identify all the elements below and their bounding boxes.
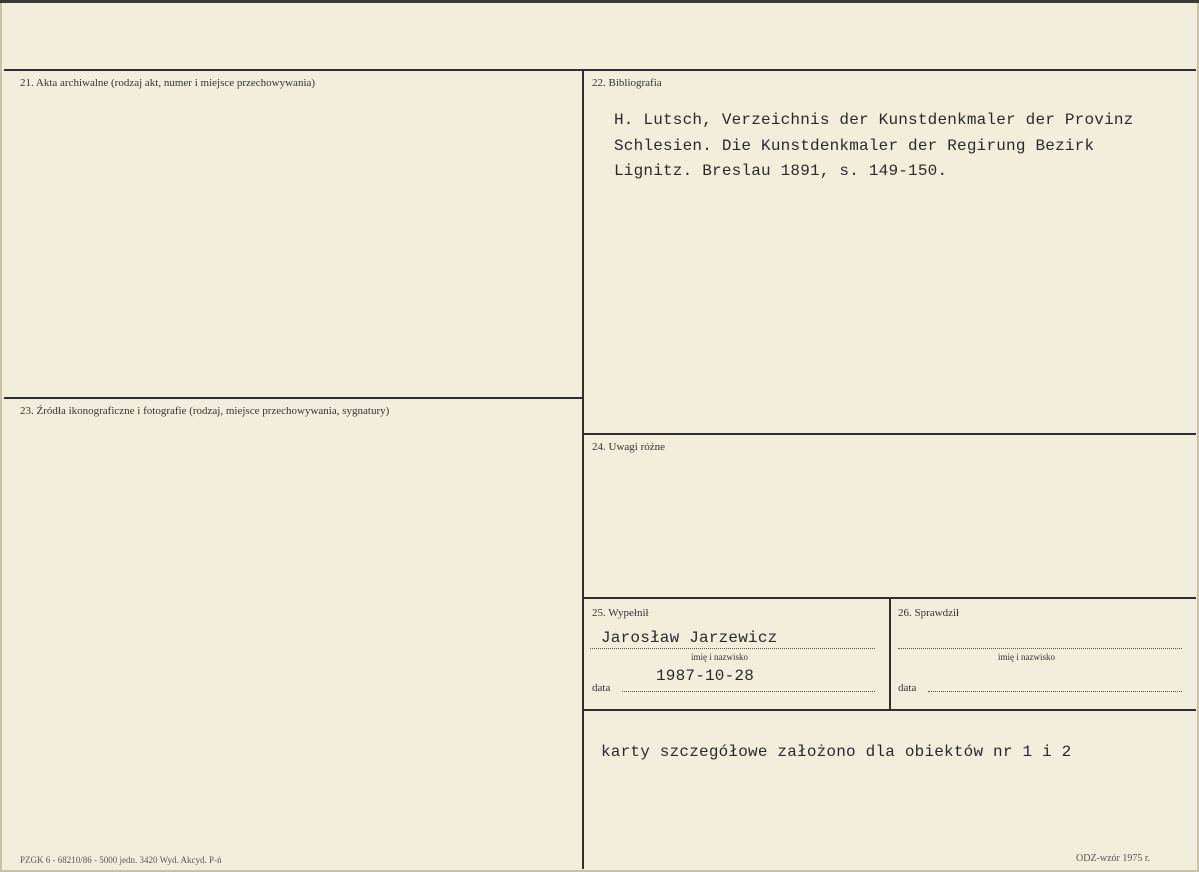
checked-by-date-line	[928, 691, 1182, 692]
detail-cards-note: karty szczegółowe założono dla obiektów nr 1 i 2	[601, 743, 1072, 761]
filled-by-date-line	[622, 691, 875, 692]
section-25-label: 25. Wypełnił	[592, 607, 649, 619]
section-24-label: 24. Uwagi różne	[592, 441, 666, 453]
filled-by-name: Jarosław Jarzewicz	[601, 629, 778, 647]
footer-form-model: ODZ-wzór 1975 r.	[1076, 853, 1151, 864]
divider-right-24	[584, 433, 1196, 435]
divider-top	[4, 69, 1196, 71]
section-21-label: 21. Akta archiwalne (rodzaj akt, numer i miejsce przechowywania)	[20, 77, 316, 89]
filled-by-name-caption: imię i nazwisko	[691, 652, 748, 662]
filled-by-name-line	[590, 648, 875, 649]
bibliography-line-1: H. Lutsch, Verzeichnis der Kunstdenkmaler der Provinz	[614, 111, 1134, 129]
checked-by-name-line	[898, 648, 1182, 649]
section-23-label: 23. Źródła ikonograficzne i fotografie (rodzaj, miejsce przechowywania, sygnatury)	[20, 405, 390, 417]
divider-center	[582, 69, 584, 869]
bibliography-line-3: Lignitz. Breslau 1891, s. 149-150.	[614, 162, 948, 180]
filled-by-date: 1987-10-28	[656, 667, 755, 685]
footer-print-info: PZGK 6 - 68210/86 - 5000 jedn. 3420 Wyd. Akcyd. P-ń	[20, 855, 222, 865]
checked-by-date-label: data	[898, 682, 917, 694]
divider-left-mid	[4, 397, 582, 399]
bibliography-line-2: Schlesien. Die Kunstdenkmaler der Regirung Bezirk	[614, 137, 1095, 155]
filled-by-date-label: data	[592, 682, 611, 694]
section-22-label: 22. Bibliografia	[592, 77, 662, 89]
divider-25-26	[889, 597, 891, 709]
checked-by-name-caption: imię i nazwisko	[998, 652, 1055, 662]
top-edge	[0, 0, 1199, 3]
divider-right-note	[584, 709, 1196, 711]
section-26-label: 26. Sprawdził	[898, 607, 960, 619]
